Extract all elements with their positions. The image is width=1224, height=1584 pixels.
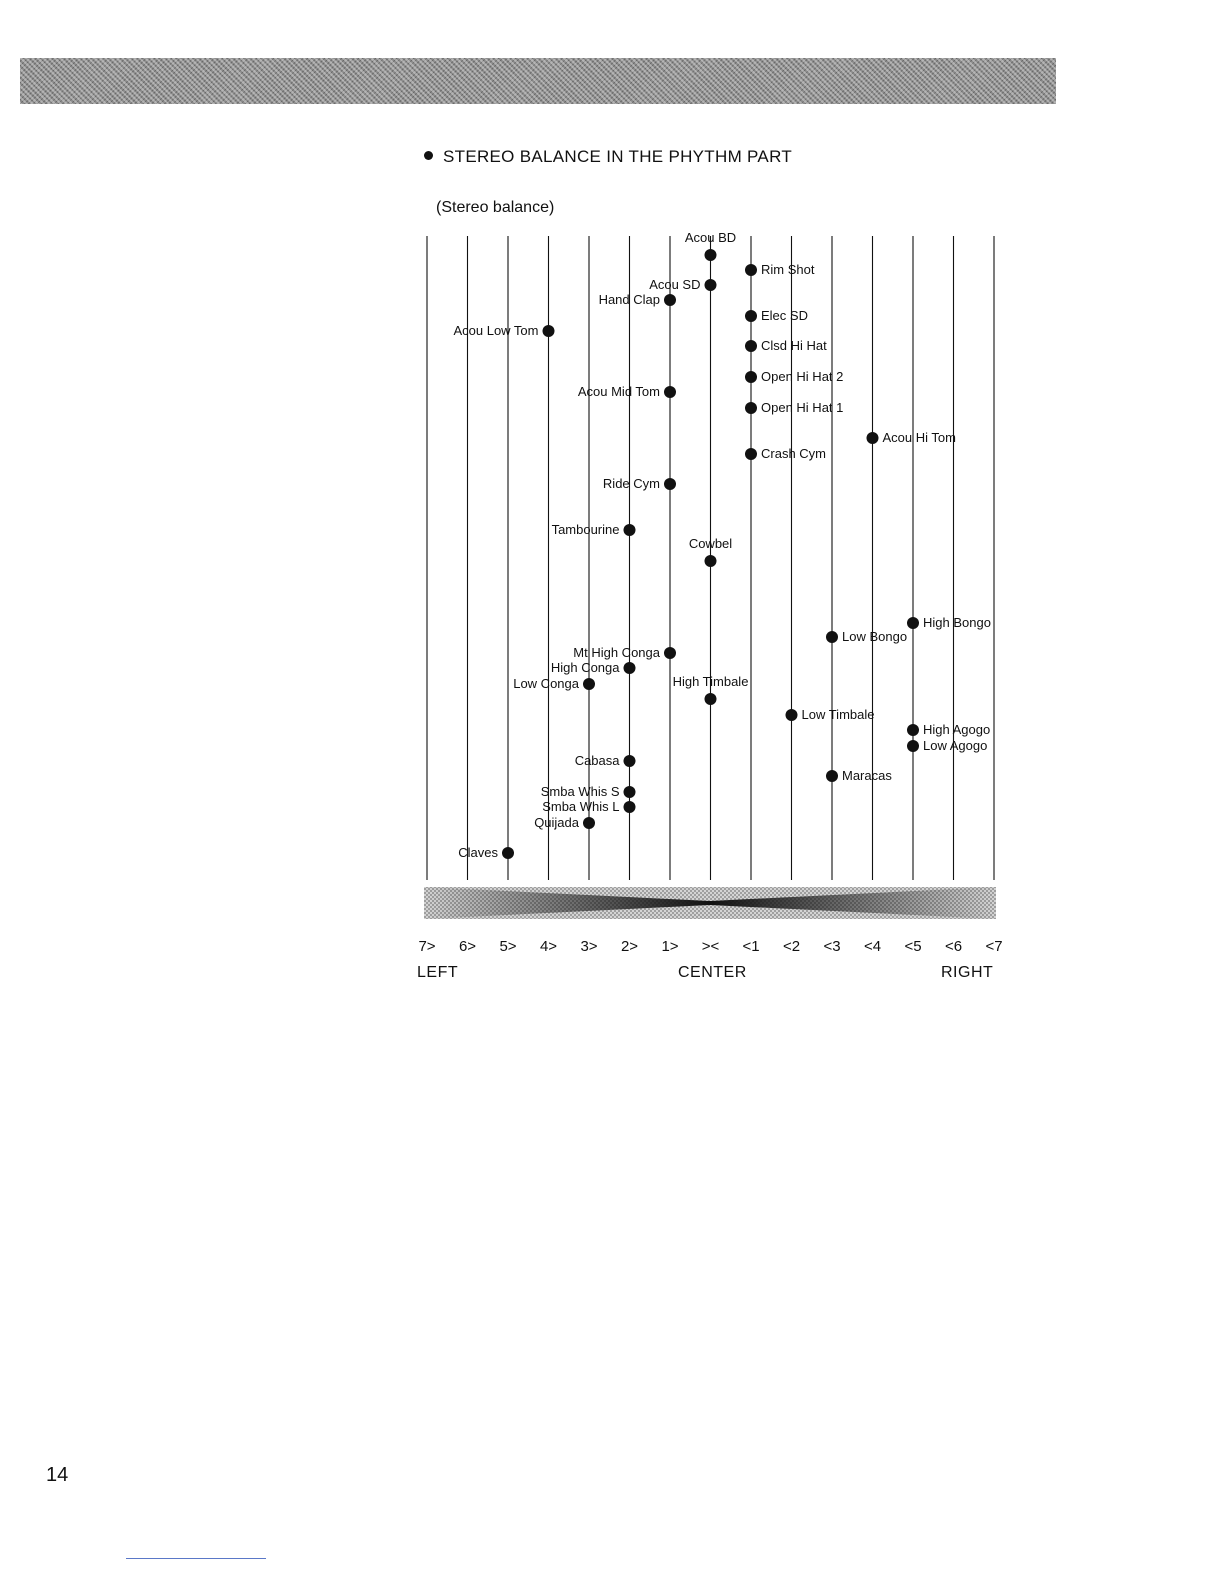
x-tick-label: <1 — [742, 938, 760, 955]
instrument-label: Low Timbale — [801, 707, 875, 722]
instrument-label: Low Agogo — [923, 738, 988, 753]
instrument-marker — [745, 340, 757, 352]
x-tick-label: <7 — [985, 938, 1003, 955]
instrument-marker — [705, 693, 717, 705]
instrument-label: Ride Cym — [602, 476, 660, 491]
instrument-label: Acou Mid Tom — [577, 384, 660, 399]
instrument-label: Rim Shot — [761, 262, 815, 277]
instrument-label: Open Hi Hat 2 — [761, 369, 844, 384]
instrument-label: Clsd Hi Hat — [761, 338, 827, 353]
instrument-label: High Conga — [550, 660, 620, 675]
page-number: 14 — [46, 1464, 69, 1486]
instrument-marker — [745, 310, 757, 322]
instrument-label: Cabasa — [574, 753, 620, 768]
x-tick-label: <4 — [863, 938, 882, 955]
instrument-marker — [745, 264, 757, 276]
instrument-label: Elec SD — [761, 308, 808, 323]
right-label: RIGHT — [941, 964, 994, 981]
instrument-label: Claves — [458, 845, 498, 860]
x-tick-label: 5> — [499, 938, 517, 955]
instrument-label: Hand Clap — [598, 292, 660, 307]
instrument-label: Low Conga — [513, 676, 579, 691]
instrument-label: Maracas — [842, 768, 892, 783]
instrument-label: High Agogo — [923, 722, 991, 737]
instrument-label: Acou SD — [649, 277, 701, 292]
instrument-marker — [624, 755, 636, 767]
instrument-marker — [624, 524, 636, 536]
x-tick-label: 4> — [539, 938, 558, 955]
instrument-marker — [624, 662, 636, 674]
instrument-marker — [907, 617, 919, 629]
instrument-marker — [867, 432, 879, 444]
instrument-marker — [502, 847, 514, 859]
instrument-marker — [583, 817, 595, 829]
instrument-label: Open Hi Hat 1 — [761, 400, 844, 415]
section-title-text: STEREO BALANCE IN THE PHYTHM PART — [443, 147, 793, 166]
instrument-marker — [624, 786, 636, 798]
instrument-marker — [907, 724, 919, 736]
instrument-label: High Bongo — [923, 615, 991, 630]
left-label: LEFT — [417, 964, 459, 981]
instrument-label: High Timbale — [672, 674, 749, 689]
instrument-marker — [745, 448, 757, 460]
balance-bar — [424, 887, 996, 919]
instrument-marker — [745, 371, 757, 383]
instrument-marker — [583, 678, 595, 690]
x-tick-label: 1> — [661, 938, 679, 955]
instrument-label: Smba Whis S — [540, 784, 620, 799]
instrument-marker — [786, 709, 798, 721]
instrument-marker — [624, 801, 636, 813]
instrument-label: Low Bongo — [842, 629, 908, 644]
instrument-label: Acou BD — [684, 230, 737, 245]
instrument-marker — [664, 294, 676, 306]
instrument-marker — [705, 249, 717, 261]
instrument-marker — [826, 770, 838, 782]
instrument-marker — [745, 402, 757, 414]
instrument-marker — [705, 279, 717, 291]
chart-subtitle: (Stereo balance) — [436, 199, 555, 216]
instrument-marker — [543, 325, 555, 337]
center-label: CENTER — [678, 964, 747, 981]
instrument-marker — [907, 740, 919, 752]
instrument-label: Smba Whis L — [542, 799, 620, 814]
instrument-label: Acou Low Tom — [453, 323, 539, 338]
instrument-label: Cowbel — [688, 536, 733, 551]
instrument-marker — [826, 631, 838, 643]
instrument-label: Acou Hi Tom — [882, 430, 956, 445]
instrument-label: Mt High Conga — [573, 645, 660, 660]
instrument-marker — [664, 386, 676, 398]
instrument-label: Quijada — [534, 815, 579, 830]
x-tick-label: <3 — [823, 938, 841, 955]
x-tick-label: >< — [701, 938, 720, 955]
instrument-label: Crash Cym — [761, 446, 827, 461]
x-tick-label: <2 — [782, 938, 801, 955]
instrument-label: Tambourine — [551, 522, 620, 537]
x-tick-label: <5 — [904, 938, 922, 955]
x-tick-label: 7> — [418, 938, 436, 955]
x-tick-label: 6> — [458, 938, 477, 955]
instrument-marker — [664, 647, 676, 659]
x-tick-label: 3> — [580, 938, 598, 955]
instrument-marker — [664, 478, 676, 490]
instrument-marker — [705, 555, 717, 567]
x-tick-label: 2> — [620, 938, 639, 955]
footer-rule — [126, 1558, 266, 1559]
x-tick-label: <6 — [944, 938, 963, 955]
